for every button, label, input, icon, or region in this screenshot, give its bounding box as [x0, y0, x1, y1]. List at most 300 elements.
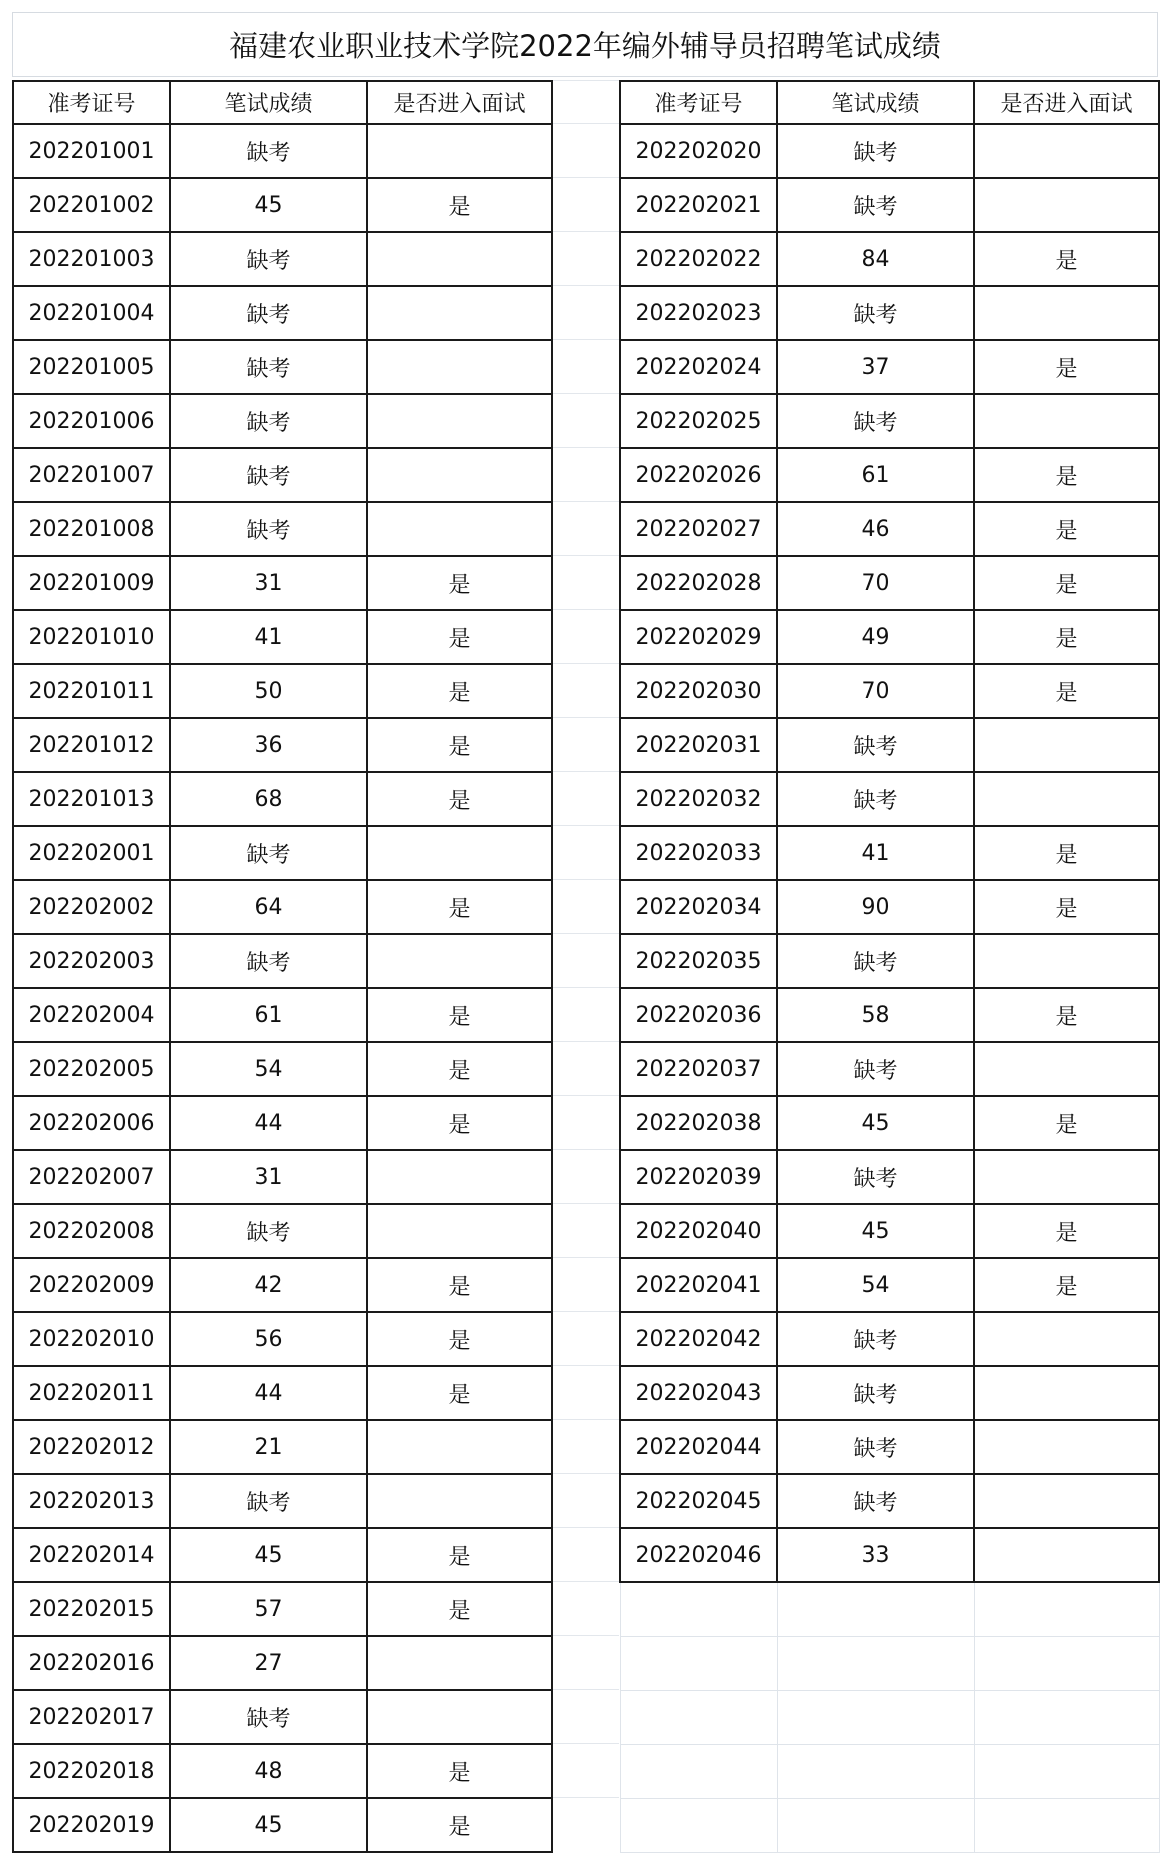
cell-score[interactable]: 缺考 [170, 232, 367, 286]
cell-exam-id[interactable]: 202202020 [620, 124, 777, 178]
cell-score[interactable]: 缺考 [777, 1042, 974, 1096]
gridline [551, 1419, 619, 1420]
cell-score[interactable]: 缺考 [777, 394, 974, 448]
cell-interview[interactable] [974, 772, 1159, 826]
cell-interview[interactable]: 是 [367, 556, 552, 610]
cell-exam-id[interactable]: 202202026 [620, 448, 777, 502]
gridline [551, 1149, 619, 1150]
cell-exam-id[interactable]: 202202037 [620, 1042, 777, 1096]
cell-score[interactable]: 缺考 [777, 718, 974, 772]
cell-exam-id[interactable]: 202202006 [13, 1096, 170, 1150]
cell-interview[interactable]: 是 [974, 1096, 1159, 1150]
table-row [620, 1636, 1159, 1690]
cell-score[interactable]: 56 [170, 1312, 367, 1366]
cell-score[interactable]: 58 [777, 988, 974, 1042]
cell-exam-id[interactable]: 202202009 [13, 1258, 170, 1312]
table-row [620, 1042, 1159, 1096]
cell-exam-id[interactable]: 202201002 [13, 178, 170, 232]
cell-interview[interactable] [974, 394, 1159, 448]
cell-exam-id[interactable]: 202201012 [13, 718, 170, 772]
gridline [551, 663, 619, 664]
cell-exam-id[interactable]: 202201011 [13, 664, 170, 718]
table-row [13, 1636, 552, 1690]
cell-score[interactable]: 缺考 [777, 286, 974, 340]
gridline [551, 555, 619, 556]
table-row [13, 502, 552, 556]
cell-score[interactable]: 70 [777, 556, 974, 610]
table-row [620, 178, 1159, 232]
cell-exam-id[interactable]: 202202031 [620, 718, 777, 772]
table-row [13, 718, 552, 772]
header-row [620, 81, 1159, 124]
cell-interview[interactable]: 是 [367, 610, 552, 664]
cell-exam-id[interactable]: 202202034 [620, 880, 777, 934]
table-row [620, 664, 1159, 718]
table-row [13, 286, 552, 340]
cell-interview[interactable] [974, 1474, 1159, 1528]
cell-interview[interactable] [974, 1420, 1159, 1474]
cell-score[interactable]: 84 [777, 232, 974, 286]
table-row [620, 1690, 1159, 1744]
table-row [620, 556, 1159, 610]
table-row [620, 610, 1159, 664]
cell-interview[interactable] [974, 1366, 1159, 1420]
gridline [551, 879, 619, 880]
cell-score[interactable]: 54 [777, 1258, 974, 1312]
cell-score[interactable]: 缺考 [170, 286, 367, 340]
cell-interview[interactable] [974, 1150, 1159, 1204]
cell-exam-id[interactable]: 202202030 [620, 664, 777, 718]
table-row [13, 1690, 552, 1744]
cell-exam-id[interactable]: 202202035 [620, 934, 777, 988]
cell-exam-id[interactable]: 202202041 [620, 1258, 777, 1312]
gridline [551, 447, 619, 448]
cell-exam-id[interactable]: 202202042 [620, 1312, 777, 1366]
cell-exam-id[interactable]: 202202004 [13, 988, 170, 1042]
gridline [551, 771, 619, 772]
cell-score[interactable] [777, 1582, 974, 1636]
scores-table-left [12, 80, 553, 1853]
cell-score[interactable]: 46 [777, 502, 974, 556]
gridline [551, 80, 619, 81]
cell-exam-id[interactable]: 202201005 [13, 340, 170, 394]
table-row [620, 1150, 1159, 1204]
table-row [13, 1366, 552, 1420]
cell-score[interactable]: 45 [777, 1204, 974, 1258]
table-row [13, 1042, 552, 1096]
cell-interview[interactable] [367, 1420, 552, 1474]
cell-exam-id[interactable]: 202202022 [620, 232, 777, 286]
cell-exam-id[interactable]: 202202028 [620, 556, 777, 610]
cell-interview[interactable] [974, 1582, 1159, 1636]
gridline [551, 987, 619, 988]
cell-exam-id[interactable]: 202201004 [13, 286, 170, 340]
cell-score[interactable] [777, 1636, 974, 1690]
cell-interview[interactable] [367, 502, 552, 556]
cell-score[interactable]: 42 [170, 1258, 367, 1312]
table-row [620, 1474, 1159, 1528]
table-row [13, 1204, 552, 1258]
cell-exam-id[interactable]: 202202014 [13, 1528, 170, 1582]
cell-exam-id[interactable]: 202202007 [13, 1150, 170, 1204]
cell-score[interactable]: 70 [777, 664, 974, 718]
cell-exam-id[interactable]: 202202002 [13, 880, 170, 934]
header-exam-id: 准考证号 [620, 81, 777, 124]
gridline [551, 1797, 619, 1798]
cell-score[interactable]: 44 [170, 1366, 367, 1420]
cell-interview[interactable] [367, 232, 552, 286]
cell-interview[interactable]: 是 [974, 556, 1159, 610]
table-row [13, 556, 552, 610]
cell-exam-id[interactable]: 202202017 [13, 1690, 170, 1744]
cell-interview[interactable] [974, 178, 1159, 232]
cell-interview[interactable]: 是 [367, 1042, 552, 1096]
cell-interview[interactable]: 是 [974, 610, 1159, 664]
table-row [13, 772, 552, 826]
gridline [551, 501, 619, 502]
cell-interview[interactable]: 是 [367, 1744, 552, 1798]
cell-score[interactable]: 61 [170, 988, 367, 1042]
table-row [13, 178, 552, 232]
cell-score[interactable]: 45 [170, 1798, 367, 1852]
cell-exam-id[interactable]: 202202018 [13, 1744, 170, 1798]
table-row [13, 1798, 552, 1852]
table-row [620, 394, 1159, 448]
gridline [551, 123, 619, 124]
table-row [620, 1204, 1159, 1258]
cell-score[interactable]: 缺考 [170, 1690, 367, 1744]
cell-exam-id[interactable]: 202202032 [620, 772, 777, 826]
cell-interview[interactable]: 是 [367, 1096, 552, 1150]
cell-score[interactable]: 44 [170, 1096, 367, 1150]
cell-exam-id[interactable] [620, 1636, 777, 1690]
table-row [13, 1258, 552, 1312]
cell-score[interactable]: 缺考 [170, 394, 367, 448]
header-exam-id: 准考证号 [13, 81, 170, 124]
cell-interview[interactable]: 是 [974, 1204, 1159, 1258]
cell-exam-id[interactable]: 202201003 [13, 232, 170, 286]
cell-interview[interactable]: 是 [367, 1366, 552, 1420]
table-row [13, 1474, 552, 1528]
table-row [620, 1366, 1159, 1420]
cell-score[interactable]: 57 [170, 1582, 367, 1636]
cell-interview[interactable] [367, 394, 552, 448]
gridline [551, 1689, 619, 1690]
cell-interview[interactable]: 是 [367, 1312, 552, 1366]
cell-exam-id[interactable]: 202202010 [13, 1312, 170, 1366]
gridline [551, 1635, 619, 1636]
cell-exam-id[interactable]: 202202038 [620, 1096, 777, 1150]
cell-exam-id[interactable]: 202202011 [13, 1366, 170, 1420]
cell-exam-id[interactable]: 202202036 [620, 988, 777, 1042]
table-row [620, 772, 1159, 826]
cell-score[interactable]: 54 [170, 1042, 367, 1096]
gridline [551, 1473, 619, 1474]
cell-interview[interactable] [367, 1690, 552, 1744]
header-interview: 是否进入面试 [367, 81, 552, 124]
cell-exam-id[interactable]: 202201006 [13, 394, 170, 448]
gridline [551, 339, 619, 340]
cell-score[interactable]: 45 [170, 1528, 367, 1582]
cell-exam-id[interactable]: 202201001 [13, 124, 170, 178]
gridline [551, 1527, 619, 1528]
cell-interview[interactable] [974, 286, 1159, 340]
table-row [13, 340, 552, 394]
gridline [551, 1743, 619, 1744]
cell-exam-id[interactable]: 202202001 [13, 826, 170, 880]
cell-interview[interactable]: 是 [367, 718, 552, 772]
header-score: 笔试成绩 [777, 81, 974, 124]
cell-exam-id[interactable]: 202202012 [13, 1420, 170, 1474]
cell-score[interactable]: 45 [170, 178, 367, 232]
cell-interview[interactable]: 是 [367, 664, 552, 718]
cell-exam-id[interactable] [620, 1690, 777, 1744]
table-row [620, 718, 1159, 772]
cell-score[interactable]: 37 [777, 340, 974, 394]
cell-interview[interactable] [974, 1636, 1159, 1690]
cell-exam-id[interactable] [620, 1582, 777, 1636]
cell-interview[interactable] [367, 934, 552, 988]
table-row [13, 1150, 552, 1204]
cell-interview[interactable] [974, 934, 1159, 988]
cell-interview[interactable] [974, 1042, 1159, 1096]
cell-exam-id[interactable]: 202202003 [13, 934, 170, 988]
cell-score[interactable]: 33 [777, 1528, 974, 1582]
cell-exam-id[interactable]: 202202029 [620, 610, 777, 664]
cell-score[interactable]: 50 [170, 664, 367, 718]
cell-score[interactable]: 31 [170, 1150, 367, 1204]
cell-exam-id[interactable]: 202202008 [13, 1204, 170, 1258]
cell-exam-id[interactable]: 202202019 [13, 1798, 170, 1852]
cell-interview[interactable]: 是 [367, 772, 552, 826]
cell-interview[interactable]: 是 [367, 1528, 552, 1582]
cell-interview[interactable] [367, 826, 552, 880]
cell-exam-id[interactable]: 202202043 [620, 1366, 777, 1420]
cell-interview[interactable] [974, 1744, 1159, 1798]
cell-interview[interactable]: 是 [974, 1258, 1159, 1312]
cell-exam-id[interactable] [620, 1798, 777, 1852]
table-row [620, 232, 1159, 286]
cell-exam-id[interactable]: 202202023 [620, 286, 777, 340]
table-row [620, 1744, 1159, 1798]
cell-interview[interactable]: 是 [974, 232, 1159, 286]
cell-interview[interactable]: 是 [974, 502, 1159, 556]
cell-score[interactable] [777, 1798, 974, 1852]
cell-interview[interactable] [974, 1798, 1159, 1852]
cell-exam-id[interactable]: 202202024 [620, 340, 777, 394]
cell-score[interactable]: 缺考 [170, 826, 367, 880]
cell-score[interactable]: 31 [170, 556, 367, 610]
cell-score[interactable]: 64 [170, 880, 367, 934]
table-row [620, 1420, 1159, 1474]
cell-score[interactable]: 缺考 [170, 502, 367, 556]
cell-exam-id[interactable]: 202202027 [620, 502, 777, 556]
cell-interview[interactable] [974, 1312, 1159, 1366]
cell-exam-id[interactable] [620, 1744, 777, 1798]
cell-score[interactable]: 缺考 [777, 1150, 974, 1204]
cell-exam-id[interactable]: 202202046 [620, 1528, 777, 1582]
cell-exam-id[interactable]: 202201010 [13, 610, 170, 664]
cell-score[interactable]: 21 [170, 1420, 367, 1474]
cell-interview[interactable]: 是 [974, 664, 1159, 718]
table-row [620, 124, 1159, 178]
table-row [620, 988, 1159, 1042]
gridline [551, 285, 619, 286]
table-row [13, 664, 552, 718]
cell-score[interactable]: 缺考 [170, 448, 367, 502]
cell-exam-id[interactable]: 202202044 [620, 1420, 777, 1474]
cell-interview[interactable]: 是 [367, 1798, 552, 1852]
table-row [620, 826, 1159, 880]
cell-interview[interactable] [974, 718, 1159, 772]
cell-score[interactable] [777, 1690, 974, 1744]
gridline [551, 1095, 619, 1096]
cell-score[interactable]: 36 [170, 718, 367, 772]
cell-exam-id[interactable]: 202202013 [13, 1474, 170, 1528]
cell-score[interactable]: 缺考 [777, 124, 974, 178]
cell-score[interactable]: 41 [777, 826, 974, 880]
cell-interview[interactable]: 是 [367, 1582, 552, 1636]
gridline [551, 1257, 619, 1258]
cell-interview[interactable]: 是 [974, 448, 1159, 502]
page-title: 福建农业职业技术学院2022年编外辅导员招聘笔试成绩 [12, 12, 1158, 77]
table-row [620, 1528, 1159, 1582]
gridline [551, 609, 619, 610]
cell-score[interactable]: 49 [777, 610, 974, 664]
cell-score[interactable]: 缺考 [777, 1474, 974, 1528]
cell-exam-id[interactable]: 202202016 [13, 1636, 170, 1690]
table-row [620, 286, 1159, 340]
gap-gridlines [551, 80, 619, 1854]
cell-interview[interactable] [367, 124, 552, 178]
cell-interview[interactable] [367, 1150, 552, 1204]
cell-score[interactable]: 90 [777, 880, 974, 934]
table-row [13, 1744, 552, 1798]
cell-interview[interactable]: 是 [367, 988, 552, 1042]
cell-score[interactable]: 缺考 [170, 1204, 367, 1258]
table-row [13, 610, 552, 664]
gridline [551, 1365, 619, 1366]
cell-interview[interactable] [974, 1690, 1159, 1744]
table-row [620, 448, 1159, 502]
cell-score[interactable]: 48 [170, 1744, 367, 1798]
cell-interview[interactable]: 是 [367, 1258, 552, 1312]
table-row [620, 1312, 1159, 1366]
table-row [13, 1420, 552, 1474]
table-row [620, 502, 1159, 556]
cell-score[interactable]: 缺考 [170, 340, 367, 394]
cell-interview[interactable] [367, 1474, 552, 1528]
cell-interview[interactable] [367, 1636, 552, 1690]
table-row [13, 934, 552, 988]
cell-score[interactable] [777, 1744, 974, 1798]
cell-interview[interactable] [367, 340, 552, 394]
gridline [551, 933, 619, 934]
cell-exam-id[interactable]: 202202040 [620, 1204, 777, 1258]
cell-exam-id[interactable]: 202201013 [13, 772, 170, 826]
table-row [620, 1096, 1159, 1150]
cell-exam-id[interactable]: 202202021 [620, 178, 777, 232]
gridline [551, 393, 619, 394]
table-row [620, 1798, 1159, 1852]
table-row [620, 340, 1159, 394]
cell-interview[interactable] [367, 286, 552, 340]
gridline [551, 1581, 619, 1582]
cell-interview[interactable]: 是 [974, 826, 1159, 880]
cell-exam-id[interactable]: 202202039 [620, 1150, 777, 1204]
gridline [551, 177, 619, 178]
cell-score[interactable]: 缺考 [777, 1312, 974, 1366]
cell-exam-id[interactable]: 202201008 [13, 502, 170, 556]
table-row [13, 880, 552, 934]
cell-score[interactable]: 27 [170, 1636, 367, 1690]
cell-score[interactable]: 缺考 [777, 934, 974, 988]
gridline [551, 1203, 619, 1204]
cell-exam-id[interactable]: 202202025 [620, 394, 777, 448]
cell-interview[interactable] [367, 1204, 552, 1258]
cell-exam-id[interactable]: 202202033 [620, 826, 777, 880]
table-row [13, 1582, 552, 1636]
cell-interview[interactable] [974, 1528, 1159, 1582]
gridline [551, 717, 619, 718]
header-interview: 是否进入面试 [974, 81, 1159, 124]
table-row [13, 448, 552, 502]
cell-score[interactable]: 缺考 [170, 124, 367, 178]
cell-score[interactable]: 缺考 [777, 1420, 974, 1474]
cell-interview[interactable]: 是 [974, 340, 1159, 394]
cell-interview[interactable] [974, 124, 1159, 178]
table-row [620, 934, 1159, 988]
table-row [13, 1312, 552, 1366]
table-row [13, 826, 552, 880]
table-row [13, 1528, 552, 1582]
table-row [13, 394, 552, 448]
table-row [13, 124, 552, 178]
scores-table-right [619, 80, 1160, 1853]
gridline [551, 1041, 619, 1042]
table-row [620, 880, 1159, 934]
table-row [620, 1258, 1159, 1312]
gridline [551, 1311, 619, 1312]
cell-score[interactable]: 缺考 [170, 1474, 367, 1528]
table-row [620, 1582, 1159, 1636]
cell-exam-id[interactable]: 202202045 [620, 1474, 777, 1528]
cell-interview[interactable]: 是 [974, 988, 1159, 1042]
cell-score[interactable]: 缺考 [170, 934, 367, 988]
cell-interview[interactable]: 是 [367, 880, 552, 934]
cell-score[interactable]: 缺考 [777, 178, 974, 232]
cell-exam-id[interactable]: 202201009 [13, 556, 170, 610]
cell-score[interactable]: 缺考 [777, 772, 974, 826]
cell-score[interactable]: 61 [777, 448, 974, 502]
cell-exam-id[interactable]: 202202015 [13, 1582, 170, 1636]
gridline [551, 231, 619, 232]
cell-exam-id[interactable]: 202202005 [13, 1042, 170, 1096]
header-row [13, 81, 552, 124]
cell-interview[interactable]: 是 [367, 178, 552, 232]
cell-interview[interactable]: 是 [974, 880, 1159, 934]
table-row [13, 232, 552, 286]
cell-exam-id[interactable]: 202201007 [13, 448, 170, 502]
gridline [551, 825, 619, 826]
cell-interview[interactable] [367, 448, 552, 502]
cell-score[interactable]: 缺考 [777, 1366, 974, 1420]
cell-score[interactable]: 68 [170, 772, 367, 826]
cell-score[interactable]: 45 [777, 1096, 974, 1150]
table-row [13, 1096, 552, 1150]
header-score: 笔试成绩 [170, 81, 367, 124]
cell-score[interactable]: 41 [170, 610, 367, 664]
